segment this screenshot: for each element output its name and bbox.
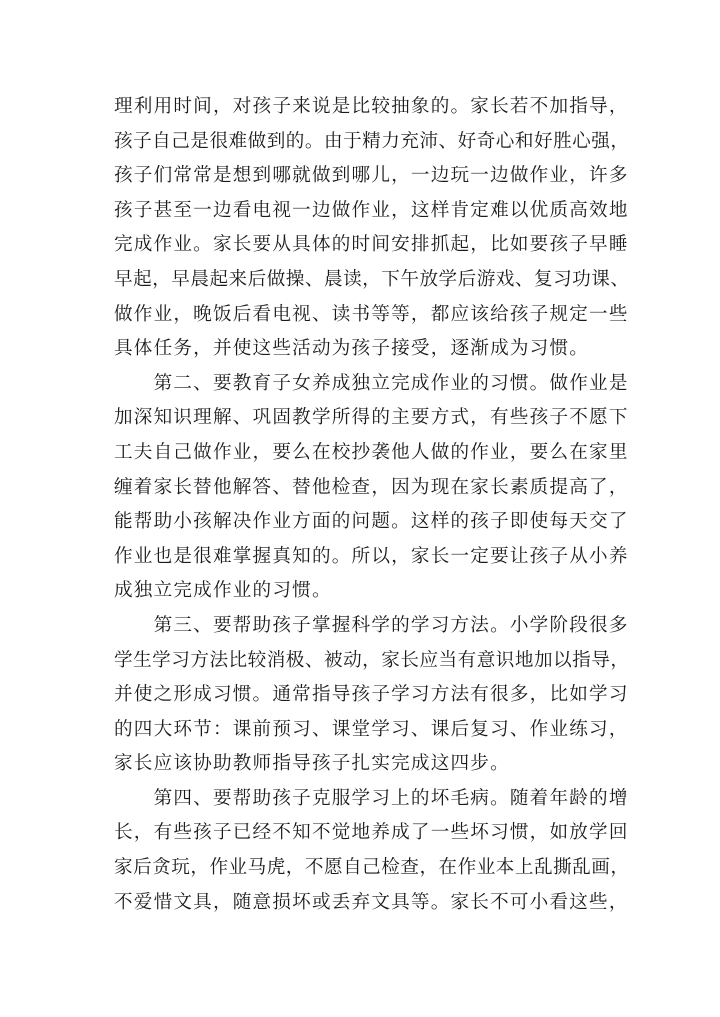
text-line: 作业也是很难掌握真知的。所以，家长一定要让孩子从小养 bbox=[114, 545, 629, 567]
text-line: 孩子们常常是想到哪就做到哪儿，一边玩一边做作业，许多 bbox=[114, 165, 629, 187]
text-line: 学生学习方法比较消极、被动，家长应当有意识地加以指导， bbox=[114, 649, 630, 671]
body-text bbox=[114, 90, 629, 920]
text-line: 能帮助小孩解决作业方面的问题。这样的孩子即使每天交了 bbox=[114, 511, 629, 533]
paragraph-2-start: 第二、要教育子女养成独立完成作业的习惯。做作业是 bbox=[114, 372, 629, 394]
text-line: 加深知识理解、巩固教学所得的主要方式，有些孩子不愿下 bbox=[114, 407, 629, 429]
text-line: 成独立完成作业的习惯。 bbox=[114, 580, 332, 602]
text-line: 孩子自己是很难做到的。由于精力充沛、好奇心和好胜心强， bbox=[114, 130, 630, 152]
text-line: 的四大环节：课前预习、课堂学习、课后复习、作业练习， bbox=[114, 718, 629, 740]
text-line: 家长应该协助教师指导孩子扎实完成这四步。 bbox=[114, 753, 510, 775]
text-line: 早起，早晨起来后做操、晨读，下午放学后游戏、复习功课、 bbox=[114, 268, 630, 290]
paragraph-3-start: 第三、要帮助孩子掌握科学的学习方法。小学阶段很多 bbox=[114, 614, 629, 636]
text-line: 完成作业。家长要从具体的时间安排抓起，比如要孩子早睡 bbox=[114, 234, 629, 256]
text-line: 缠着家长替他解答、替他检查，因为现在家长素质提高了， bbox=[114, 476, 629, 498]
text-line: 具体任务，并使这些活动为孩子接受，逐渐成为习惯。 bbox=[114, 338, 590, 360]
text-line: 家后贪玩，作业马虎，不愿自己检查，在作业本上乱撕乱画， bbox=[114, 857, 630, 879]
text-line: 长，有些孩子已经不知不觉地养成了一些坏习惯，如放学回 bbox=[114, 822, 629, 844]
text-line: 做作业，晚饭后看电视、读书等等，都应该给孩子规定一些 bbox=[114, 303, 629, 325]
text-line: 工夫自己做作业，要么在校抄袭他人做的作业，要么在家里 bbox=[114, 441, 629, 463]
paragraph-4-start: 第四、要帮助孩子克服学习上的坏毛病。随着年龄的增 bbox=[114, 787, 629, 809]
text-line: 理利用时间，对孩子来说是比较抽象的。家长若不加指导， bbox=[114, 96, 629, 117]
text-line: 孩子甚至一边看电视一边做作业，这样肯定难以优质高效地 bbox=[114, 199, 629, 221]
text-line: 不爱惜文具，随意损坏或丢弃文具等。家长不可小看这些， bbox=[114, 891, 629, 913]
text-line: 并使之形成习惯。通常指导孩子学习方法有很多，比如学习 bbox=[114, 684, 629, 706]
